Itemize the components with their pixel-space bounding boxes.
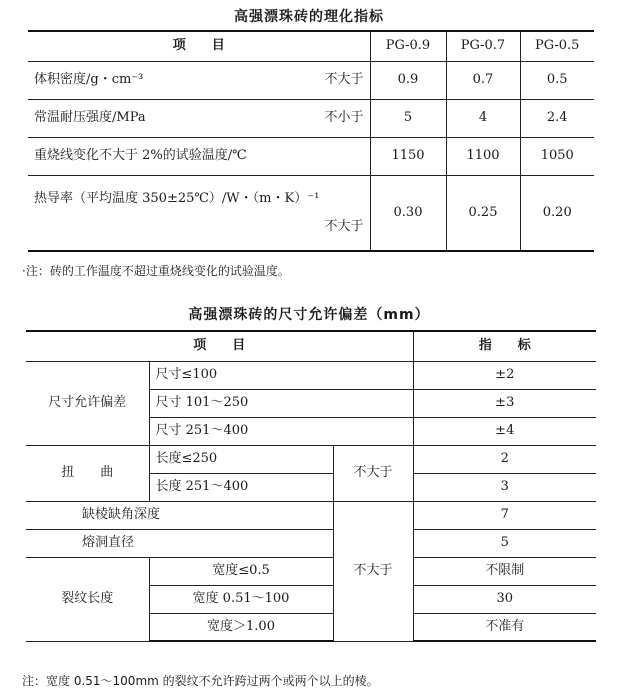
row-cell [28,99,370,137]
value-cell: 5 [413,529,596,557]
row-label: 长度≤250 [149,445,333,473]
value-cell: 0.7 [446,61,520,99]
row-label: 体积密度/g・cm⁻³ [34,72,144,88]
row-label: 宽度 0.51～100 [149,585,333,613]
header-pg09: PG-0.9 [370,31,446,61]
row-label: 长度 251～400 [149,473,333,501]
header-pg07: PG-0.7 [446,31,520,61]
table-row [28,61,594,99]
table2-title: 高强漂珠砖的尺寸允许偏差（mm） [188,307,430,323]
value-cell: 1150 [370,137,446,175]
crack-qualifier: 不大于 [333,501,413,641]
value-cell: 0.9 [370,61,446,99]
table-row [26,557,596,585]
row-qualifier: 不大于 [324,72,364,88]
row-label: 尺寸≤100 [149,361,413,389]
table-row [28,175,594,251]
value-cell: ±4 [413,417,596,445]
row-label: 重烧线变化不大于 2%的试验温度/℃ [28,137,370,175]
crack-group-label: 裂纹长度 [26,557,149,641]
value-cell: 4 [446,99,520,137]
table-header-row [26,331,596,361]
header-pg05: PG-0.5 [520,31,594,61]
row-cell [28,175,370,251]
value-cell: 0.20 [520,175,594,251]
table1-title: 高强漂珠砖的理化指标 [234,9,384,25]
row-qualifier: 不大于 [324,218,364,234]
table-row [26,445,596,473]
warp-group-label: 扭 曲 [26,445,149,501]
size-deviation-table [26,330,596,642]
row-qualifier: 不小于 [324,110,364,126]
table2-note: 注：宽度 0.51～100mm 的裂纹不允许跨过两个或两个以上的棱。 [22,674,379,688]
value-cell: 7 [413,501,596,529]
header-item: 项 目 [28,31,370,61]
row-label: 宽度≤0.5 [149,557,333,585]
value-cell: 2.4 [520,99,594,137]
value-cell: 1050 [520,137,594,175]
value-cell: 1100 [446,137,520,175]
row-label: 缺棱缺角深度 [26,501,333,529]
table-row [26,529,596,557]
row-label: 尺寸 251～400 [149,417,413,445]
size-group-label: 尺寸允许偏差 [26,361,149,445]
value-cell: 不准有 [413,613,596,641]
table1-note: ·注：砖的工作温度不超过重烧线变化的试验温度。 [22,264,290,278]
value-cell: 3 [413,473,596,501]
row-cell [28,61,370,99]
row-label: 宽度＞1.00 [149,613,333,641]
table-row [26,501,596,529]
row-label: 熔洞直径 [26,529,333,557]
value-cell: 不限制 [413,557,596,585]
row-label: 常温耐压强度/MPa [34,110,146,126]
physical-chemical-table [28,30,594,252]
header-index: 指 标 [413,331,596,361]
value-cell: 30 [413,585,596,613]
table-row [26,361,596,389]
value-cell: ±3 [413,389,596,417]
header-item: 项 目 [26,331,413,361]
value-cell: 2 [413,445,596,473]
row-label: 尺寸 101～250 [149,389,413,417]
value-cell: ±2 [413,361,596,389]
warp-qualifier: 不大于 [333,445,413,501]
table-row [28,99,594,137]
table-header-row [28,31,594,61]
value-cell: 5 [370,99,446,137]
value-cell: 0.5 [520,61,594,99]
value-cell: 0.30 [370,175,446,251]
row-label: 热导率（平均温度 350±25℃）/W・（m・K）⁻¹ [34,191,320,207]
table-row [28,137,594,175]
value-cell: 0.25 [446,175,520,251]
